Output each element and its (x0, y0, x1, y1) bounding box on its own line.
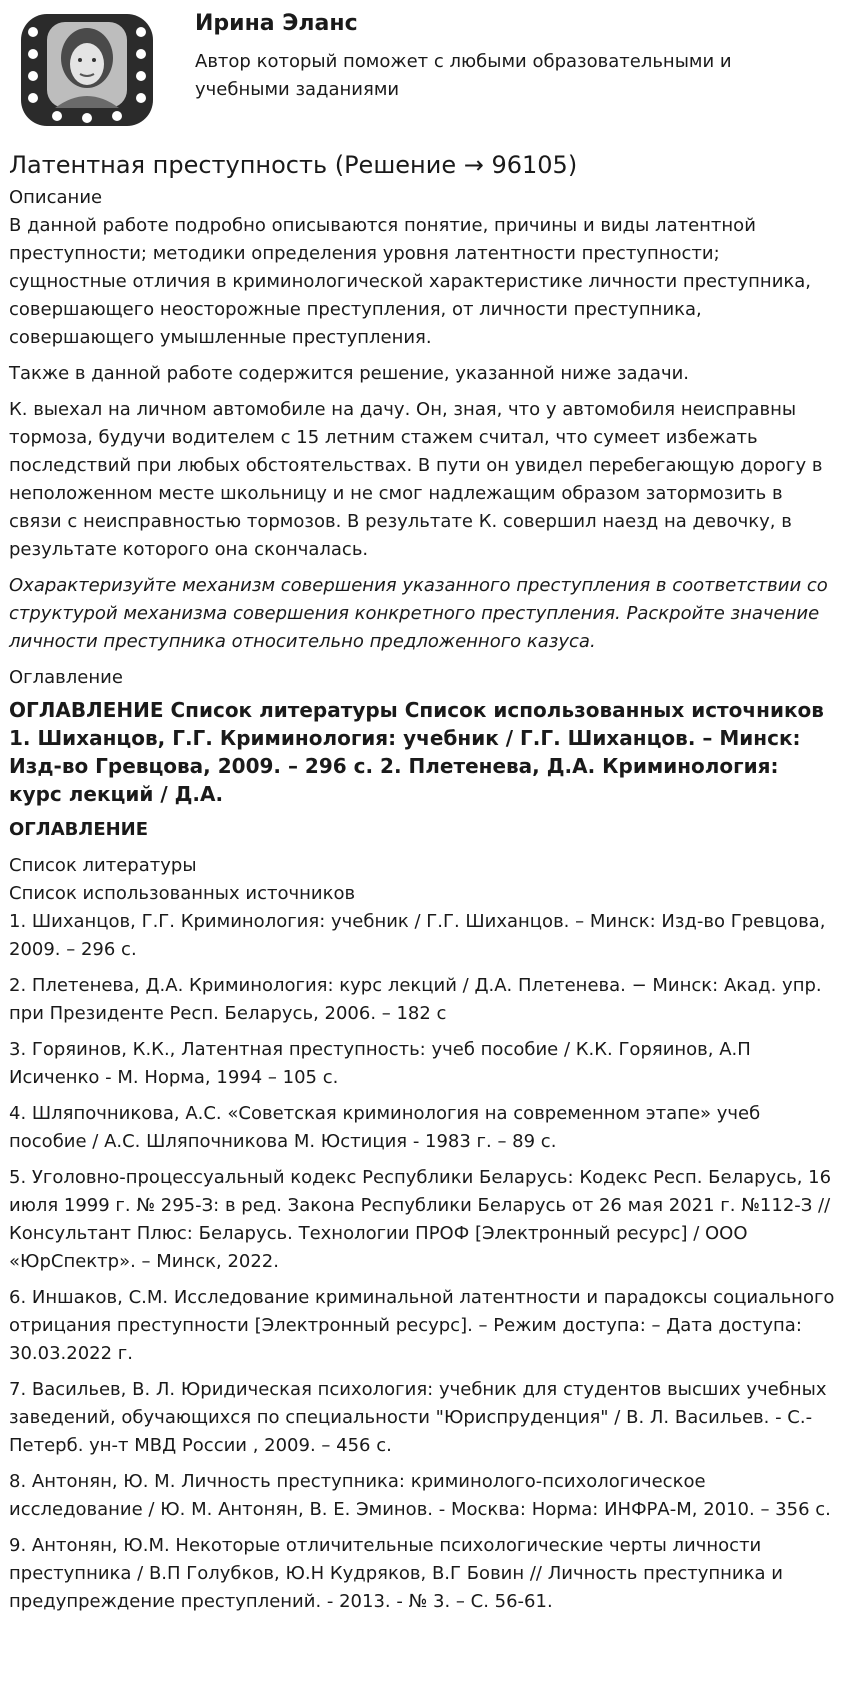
toc-label: Оглавление (9, 667, 123, 688)
toc-heading: ОГЛАВЛЕНИЕ (9, 819, 149, 840)
reference-item: 7. Васильев, В. Л. Юридическая психология: учебник для студентов высших учебных заведений, обучающихся по специальности "Юриспруденция" / В. Л. Васильев. - С.-Петерб. ун-т МВД России , 2009. – 456 с. (9, 1379, 827, 1456)
avatar[interactable] (17, 8, 157, 132)
toc-summary: ОГЛАВЛЕНИЕ Список литературы Список использованных источников 1. Шиханцов, Г.Г. Криминология: учебник / Г.Г. Шиханцов. – Минск: Изд-во Гревцова, 2009. – 296 с. 2. Плетенева, Д.А. Криминология: курс лекций / Д.А. (9, 698, 824, 806)
reference-item: 5. Уголовно-процессуальный кодекс Республики Беларусь: Кодекс Респ. Беларусь, 16 июля 1999 г. № 295-З: в ред. Закона Республики Беларусь от 26 мая 2021 г. №112-З // Консультант Плюс: Беларусь. Технологии ПРОФ [Электронный ресурс] / ООО «ЮрСпектр». – Минск, 2022. (9, 1167, 832, 1272)
reference-item: 1. Шиханцов, Г.Г. Криминология: учебник / Г.Г. Шиханцов. – Минск: Изд-во Гревцова, 2009. – 296 с. (9, 911, 826, 960)
reference-item: 6. Иншаков, С.М. Исследование криминальной латентности и парадоксы социального отрицания преступности [Электронный ресурс]. – Режим доступа: – Дата доступа: 30.03.2022 г. (9, 1287, 835, 1364)
task-question: Охарактеризуйте механизм совершения указанного преступления в соответствии со структурой механизма совершения конкретного преступления. Раскройте значение личности преступника относительно предложенного казуса. (9, 575, 828, 652)
description-label: Описание (9, 187, 103, 208)
literature-label: Список литературы (9, 855, 197, 876)
author-header (9, 0, 838, 140)
author-name[interactable]: Ирина Эланс (195, 11, 358, 36)
reference-item: 4. Шляпочникова, А.С. «Советская криминология на современном этапе» учеб пособие / А.С. Шляпочникова М. Юстиция - 1983 г. – 89 с. (9, 1103, 761, 1152)
task-text: К. выехал на личном автомобиле на дачу. Он, зная, что у автомобиля неисправны тормоза, будучи водителем с 15 летним стажем считал, что сумеет избежать последствий при любых обстоятельствах. В пути он увидел перебегающую дорогу в неположенном месте школьницу и не смог надлежащим образом затормозить в связи с неисправностью тормозов. В результате К. совершил наезд на девочку, в результате которого она скончалась. (9, 399, 823, 560)
reference-item: 3. Горяинов, К.К., Латентная преступность: учеб пособие / К.К. Горяинов, А.П Исиченко - М. Норма, 1994 – 105 с. (9, 1039, 751, 1088)
reference-item: 9. Антонян, Ю.М. Некоторые отличительные психологические черты личности преступника / В.П Голубков, Ю.Н Кудряков, В.Г Бовин // Личность преступника и предупреждение преступлений. - 2013. - № 3. – С. 56-61. (9, 1535, 783, 1612)
author-description: Автор который поможет с любыми образовательными и учебными заданиями (195, 51, 732, 100)
page-title: Латентная преступность (Решение → 96105) (9, 151, 578, 179)
reference-list (9, 908, 838, 1616)
sources-label: Список использованных источников (9, 883, 356, 904)
description-paragraph: В данной работе подробно описываются понятие, причины и виды латентной преступности; методики определения уровня латентности преступности; сущностные отличия в криминологической характеристике личности преступника, совершающего неосторожные преступления, от личности преступника, совершающего умышленные преступления. (9, 215, 812, 348)
reference-item: 2. Плетенева, Д.А. Криминология: курс лекций / Д.А. Плетенева. − Минск: Акад. упр. при Президенте Респ. Беларусь, 2006. – 182 с (9, 975, 822, 1024)
description-paragraph: Также в данной работе содержится решение, указанной ниже задачи. (9, 363, 690, 384)
reference-item: 8. Антонян, Ю. М. Личность преступника: криминолого-психологическое исследование / Ю. М. Антонян, В. Е. Эминов. - Москва: Норма: ИНФРА-М, 2010. – 356 с. (9, 1471, 831, 1520)
